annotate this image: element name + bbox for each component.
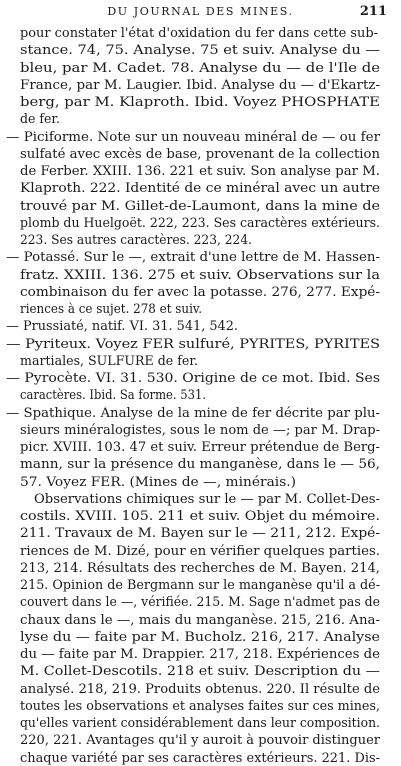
text-line bbox=[0, 524, 401, 541]
text-line bbox=[0, 76, 401, 93]
text-line bbox=[0, 59, 401, 76]
text-line bbox=[0, 214, 401, 231]
text-line bbox=[0, 352, 401, 369]
text-line-content: France, par M. Laugier. Ibid. Analyse du — d'Ekartz- bbox=[20, 76, 380, 92]
text-line bbox=[0, 248, 401, 265]
text-line bbox=[0, 645, 401, 662]
text-line-content: — Spathique. Analyse de la mine de fer décrite par plu- bbox=[6, 404, 380, 420]
text-line-content: toutes les observations et analyses faites sur ces mines, bbox=[20, 697, 380, 713]
text-line-content: sulfaté avec excès de base, provenant de la collection bbox=[20, 145, 380, 161]
text-line bbox=[0, 697, 401, 714]
text-line bbox=[0, 559, 401, 576]
text-line-content: chaux dans le —, mais du manganèse. 215, 216. Ana- bbox=[20, 611, 380, 627]
text-line-content: — Prussiaté, natif. VI. 31. 541, 542. bbox=[6, 318, 238, 334]
text-line bbox=[0, 628, 401, 645]
text-line-content: riences de M. Dizé, pour en vérifier quelques parties. bbox=[20, 542, 380, 558]
text-line bbox=[0, 611, 401, 628]
text-line-content: 215. Opinion de Bergmann sur le manganèse qu'il a dé- bbox=[20, 577, 380, 592]
text-line bbox=[0, 438, 401, 455]
text-line-content: M. Collet-Descotils. 218 et suiv. Description du — bbox=[20, 663, 380, 679]
text-line-content: riences à ce sujet. 278 et suiv. bbox=[20, 301, 202, 316]
text-line-content: 223. Ses autres caractères. 223, 224. bbox=[20, 232, 252, 247]
text-line bbox=[0, 24, 401, 41]
text-line-content: sieurs minéralogistes, sous le nom de —; par M. Drap- bbox=[20, 421, 380, 437]
text-line bbox=[0, 714, 401, 731]
text-line-content: stance. 74, 75. Analyse. 75 et suiv. Analyse du — bbox=[20, 42, 380, 58]
index-text-body bbox=[0, 24, 401, 766]
text-line bbox=[0, 455, 401, 472]
text-line-content: berg, par M. Klaproth. Ibid. Voyez PHOSPHATE bbox=[20, 94, 380, 109]
text-line-content: du — faite par M. Drappier. 217, 218. Expériences de bbox=[20, 646, 380, 661]
text-line bbox=[0, 145, 401, 162]
text-line-content: 57. Voyez FER. (Mines de —, minérais.) bbox=[20, 473, 296, 489]
text-line-content: trouvé par M. Gillet-de-Laumont, dans la mine de bbox=[20, 197, 380, 213]
text-line-content: — Piciforme. Note sur un nouveau minéral de — ou fer bbox=[6, 128, 380, 144]
text-line bbox=[0, 283, 401, 300]
text-line bbox=[0, 731, 401, 748]
text-line bbox=[0, 300, 401, 317]
text-line-content: bleu, par M. Cadet. 78. Analyse du — de l'Ile de bbox=[20, 59, 380, 75]
page-header bbox=[0, 5, 401, 25]
text-line-content: pour constater l'état d'oxidation du fer dans cette sub- bbox=[20, 25, 378, 40]
text-line-content: — Pyrocète. VI. 31. 530. Origine de ce mot. Ibid. Ses bbox=[6, 370, 380, 385]
text-line bbox=[0, 386, 401, 403]
text-line-content: fratz. XXIII. 136. 275 et suiv. Observations sur la bbox=[20, 266, 380, 282]
text-line-content: caractères. Ibid. Sa forme. 531. bbox=[20, 387, 206, 403]
text-line bbox=[0, 128, 401, 145]
text-line-content: de Ferber. XXIII. 136. 221 et suiv. Son analyse par M. bbox=[20, 163, 380, 178]
text-line bbox=[0, 369, 401, 386]
page-number: 211 bbox=[359, 4, 387, 19]
text-line-content: plomb du Huelgoët. 222, 223. Ses caractères extérieurs. bbox=[20, 214, 380, 230]
text-line-content: Klaproth. 222. Identité de ce minéral avec un autre bbox=[20, 180, 380, 196]
text-line-content: — Potassé. Sur le —, extrait d'une lettre de M. Hassen- bbox=[6, 249, 380, 265]
text-line-content: combinaison du fer avec la potasse. 276, 277. Expé- bbox=[20, 283, 380, 299]
text-line bbox=[0, 41, 401, 58]
text-line-content: costils. XVIII. 105. 211 et suiv. Objet du mémoire. bbox=[20, 508, 380, 523]
text-line bbox=[0, 335, 401, 352]
text-line-content: martiales, SULFURE de fer. bbox=[20, 352, 198, 368]
text-line-content: lyse du — faite par M. Bucholz. 216, 217. Analyse bbox=[20, 628, 380, 644]
text-line-content: 211. Travaux de M. Bayen sur le — 211, 212. Expé- bbox=[20, 525, 380, 541]
running-head: DU JOURNAL DES MINES. bbox=[107, 5, 294, 18]
text-line bbox=[0, 507, 401, 524]
text-line bbox=[0, 231, 401, 248]
text-line-content: — Pyriteux. Voyez FER sulfuré, PYRITES, PYRITES bbox=[6, 335, 380, 351]
text-line-content: de fer. bbox=[20, 111, 60, 127]
text-line bbox=[0, 197, 401, 214]
text-line bbox=[0, 473, 401, 490]
text-line-content: 213, 214. Résultats des recherches de M. Bayen. 214, bbox=[20, 559, 380, 575]
text-line-content: mann, sur la présence du manganèse, dans le — 56, bbox=[20, 456, 380, 472]
text-line-content: couvert dans le —, vérifiée. 215. M. Sage n'admet pas de bbox=[20, 594, 380, 610]
text-line bbox=[0, 266, 401, 283]
text-line-content: picr. XVIII. 103. 47 et suiv. Erreur prétendue de Berg- bbox=[20, 439, 380, 454]
text-line bbox=[0, 317, 401, 334]
text-line bbox=[0, 404, 401, 421]
text-line bbox=[0, 179, 401, 196]
text-line bbox=[0, 593, 401, 610]
text-line bbox=[0, 542, 401, 559]
text-line bbox=[0, 162, 401, 179]
text-line-content: qu'elles varient considérablement dans leur composition. bbox=[20, 715, 380, 730]
text-line-content: 220, 221. Avantages qu'il y auroit à pouvoir distinguer bbox=[20, 732, 380, 748]
text-line bbox=[0, 490, 401, 507]
text-line bbox=[0, 576, 401, 593]
text-line-content: Observations chimiques sur le — par M. Collet-Des- bbox=[34, 490, 380, 506]
text-line bbox=[0, 421, 401, 438]
text-line bbox=[0, 110, 401, 127]
text-line-content: analysé. 218, 219. Produits obtenus. 220. Il résulte de bbox=[20, 680, 380, 696]
text-line bbox=[0, 680, 401, 697]
text-line bbox=[0, 662, 401, 679]
text-line bbox=[0, 749, 401, 766]
text-line bbox=[0, 93, 401, 110]
text-line-content: chaque variété par ses caractères extérieurs. 221. Dis- bbox=[20, 749, 380, 765]
